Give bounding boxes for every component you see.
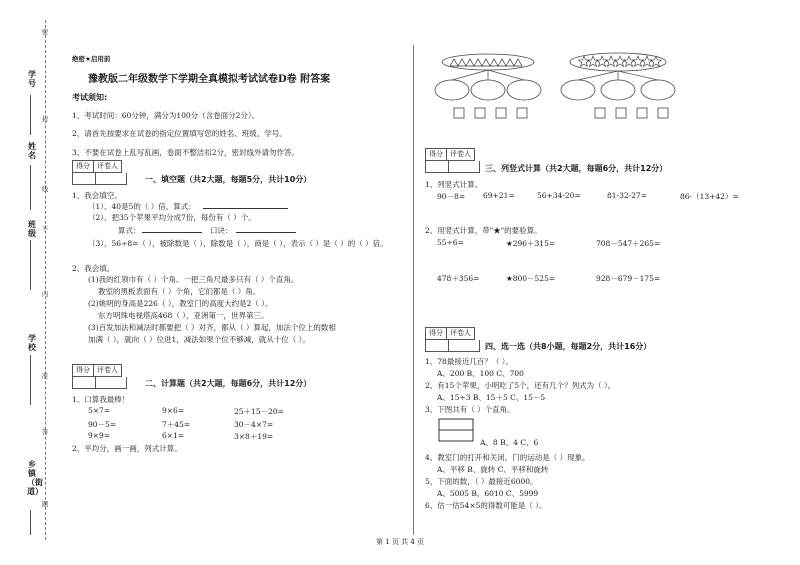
s2-calc-r2c0: 9×9= [88,431,111,440]
section2-heading: 二、计算题（共2大题，每题6分，共计12分） [145,379,312,388]
s1-line-9: (2)姚明的身高是226（ ），教室门的高度大约是2（ ）。 [88,299,273,308]
section4-heading: 四、选一选（共8小题，每题2分，共计16分） [485,342,652,351]
s1-line-6: 2、我会填。 [72,264,115,273]
label-xingming: 姓名 [28,142,36,160]
s4-line-9: A、5005 B、6010 C、5999 [437,489,539,498]
grader-label: 评卷人 [450,150,471,158]
s3-r2-1: ★296＋315= [506,239,556,248]
seal-mark-bu: 不 [41,225,49,233]
s2-calc-r0c2: 25＋15－20= [234,407,284,416]
seal-mark-xian: 线 [41,185,49,193]
s1-blank-3 [236,232,296,233]
s4-line-10: 6、估一估54×5的得数可能是（ ）。 [425,501,547,510]
seal-mark-mi: 密 [41,28,49,36]
underline-banji [30,240,31,290]
score-box-2-blank [72,377,127,389]
s4-line-3: A、15÷3 B、15＋5 C、15－5 [437,393,546,402]
label-xuehao: 学号 [28,70,36,88]
section3-heading: 三、列竖式计算（共2大题，每题6分，共计12分） [485,164,668,173]
s4-line-1: A、200 B、100 C、700 [437,369,524,378]
score-label: 得分 [426,328,447,339]
grader-label: 评卷人 [97,366,118,374]
grader-label: 评卷人 [97,162,118,170]
notice-item-1: 1、考试时间：60分钟，满分为100分（含卷面分2分）。 [72,111,260,120]
label-xiangzhen: 乡镇（街道） [27,460,43,496]
s1-line-12: 加满（ ），就向（ ）位进1，减法如果个位不够减，就从十位（ ）。 [88,335,310,344]
grader-label: 评卷人 [450,329,471,337]
underline-xiangzhen [30,510,31,535]
s2-line-2: 2、平均分，画一画，列式计算。 [72,444,182,453]
right-angle-figure [438,418,474,442]
score-box-1 [72,160,122,173]
s3-r1-2: 56+34-20= [537,191,581,200]
s3-r1-0: 90－8= [437,192,466,201]
s4-line-6: 4、教室门的打开和关闭，门的运动是（ ）现象。 [425,453,590,462]
s1-blank-1 [203,208,288,209]
s1-line-7: (1)我的红领巾有（ ）个角。一把三角尺最多只有（ ）个直角。 [88,275,299,284]
s3-r2-0: 55÷6= [437,238,464,247]
secret-mark: 绝密★启用前 [72,55,111,63]
section1-heading: 一、填空题（共2大题，每题5分，共计10分） [145,175,312,184]
score-box-4-blank [425,340,480,352]
score-box-2 [72,364,122,377]
s1-line-2: （2）、把35个苹果平均分成7份，每份有（ ）个。 [88,213,256,222]
notice-item-3: 3、不要在试卷上乱写乱画，卷面不整洁扣2分，密封线外请勿作答。 [72,148,300,157]
s3-r3-1: ★800－525= [506,274,556,283]
s4-line-5: A、8 B、4 C、6 [480,438,539,447]
s1-line-1: （1）、40是5的（ ）倍，算式： [88,202,196,211]
seal-mark-ti: 题 [41,500,49,508]
label-banji: 班级 [28,220,36,238]
s2-line-1: 1、口算我最棒！ [72,395,130,404]
underline-xuexiao [30,355,31,405]
binding-dashed-line-outer [45,20,46,540]
score-label: 得分 [426,149,447,160]
s3-r1-1: 69+21= [483,191,515,200]
s4-line-4: 3、下图共有（ ）个直角。 [425,405,515,414]
exam-title: 豫教版二年级数学下学期全真模拟考试试卷D卷 附答案 [88,74,331,85]
s4-line-8: 5、下面的数，（ ）最接近6000。 [425,477,538,486]
s2-calc-r0c0: 5×7= [88,406,111,415]
s2-calc-r2c1: 6×1= [162,431,185,440]
s4-line-0: 1、78最接近几百？（ ）。 [425,357,513,366]
underline-xuehao [30,95,31,135]
s1-line-11: (3)百发加法和减法时都要把（ ）对齐，都从（ ）算起，加法个位上的数相 [88,323,336,332]
score-label: 得分 [73,365,94,376]
s1-line-5: （3）、56÷8=（ ），被除数是（ ），除数是（ ），商是（ ），表示（ ）是（ ）的（ ）倍。 [88,239,388,248]
seal-mark-da: 答 [41,428,49,436]
s3-line-1: 1、列竖式计算。 [425,180,483,189]
s2-calc-r0c1: 9×6= [162,406,185,415]
score-box-4 [425,327,475,340]
s1-line-10: 东方明珠电视塔高468（ ），亚洲第一，世界第三。 [98,311,269,320]
seal-mark-zhun: 准 [41,372,49,380]
page-divider [413,45,414,535]
seal-mark-nei: 内 [41,290,49,298]
score-label: 得分 [73,161,94,172]
s2-calc-r1c0: 90－5= [88,420,117,429]
label-xuexiao: 学校 [28,334,36,352]
s4-line-7: A、平移 B、旋转 C、平移和旋转 [437,465,549,474]
s2-calc-r1c2: 30－4×7= [234,420,274,429]
s1-line-3: 算式： [118,226,141,235]
s3-r1-3: 81-32-27= [607,191,647,200]
s3-r2-2: 708－547＋265= [596,239,661,248]
division-figure-stars [560,50,685,125]
seal-mark-feng: 封 [41,115,49,123]
notice-heading: 考试须知: [72,93,108,102]
score-box-3 [425,148,475,161]
s1-line-8: 教室的黑板表面有（ ）个角，它们都是（ ）角。 [98,287,261,296]
notice-item-2: 2、请首先按要求在试卷的指定位置填写您的姓名、班级、学号。 [72,129,287,138]
s1-line-0: 1、我会填空。 [72,191,122,200]
division-figure-triangles [432,50,552,125]
page-footer: 第 1 页 共 4 页 [375,538,425,546]
s3-line-2: 2、用竖式计算，带"★"的要验算。 [425,226,542,235]
s2-calc-r2c2: 3×8＋19= [234,432,274,441]
s3-r3-2: 928－679－175= [596,274,661,283]
s1-line-4: 口诀： [210,226,233,235]
s2-calc-r1c1: 7＋45= [162,420,191,429]
s3-r3-0: 478＋356= [437,274,480,283]
s4-line-2: 2、有15个苹果，小明吃了5个，还有几个？列式为（ ）。 [425,381,616,390]
s1-blank-2 [142,232,202,233]
s3-r1-4: 86-（13+42）= [680,192,739,201]
underline-xingming [30,165,31,210]
score-box-3-blank [425,161,480,173]
score-box-1-blank [72,173,127,185]
